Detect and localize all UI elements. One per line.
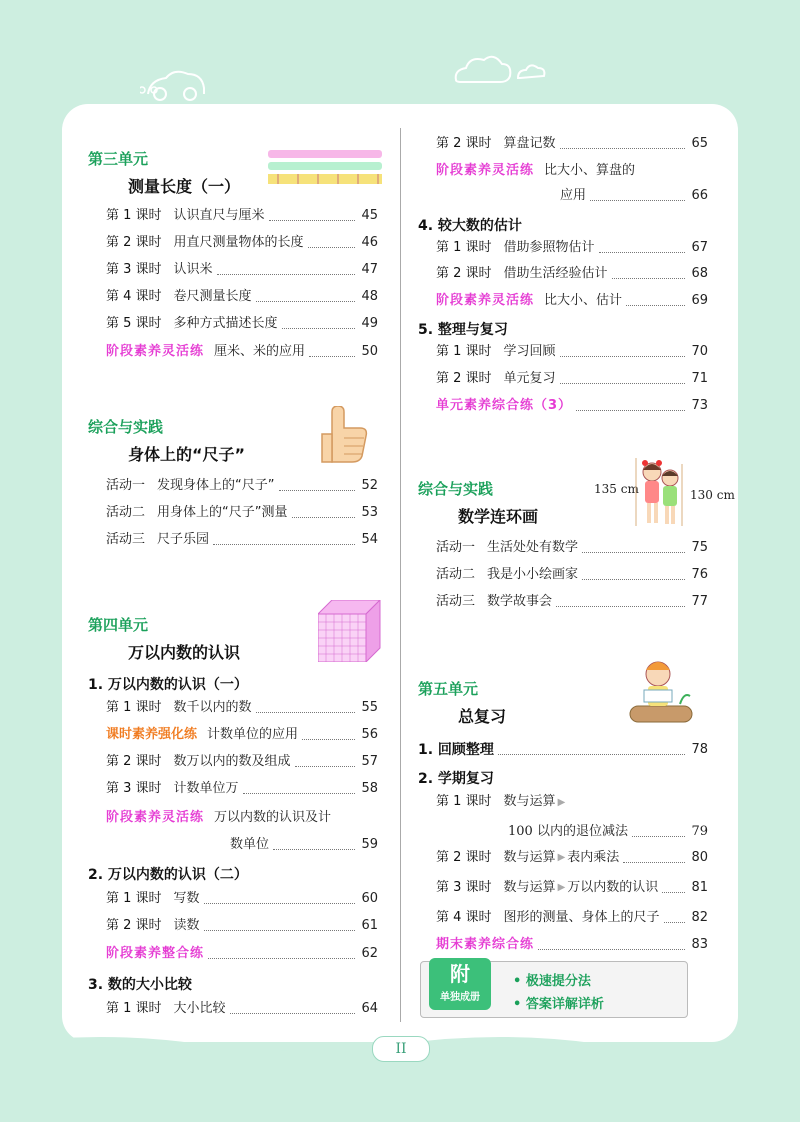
- page-ref: 81: [691, 880, 708, 895]
- appendix-badge-subtext: 单独成册: [440, 992, 480, 1003]
- toc-row-continued[interactable]: [560, 186, 708, 206]
- lesson-title: 数千以内的数: [173, 700, 252, 715]
- appendix-item[interactable]: • 极速提分法: [513, 974, 591, 989]
- leader-dots: [213, 544, 355, 545]
- toc-row[interactable]: [436, 538, 708, 558]
- page-ref: 65: [691, 136, 708, 151]
- leader-dots: [204, 903, 356, 904]
- page-ref: 48: [361, 289, 378, 304]
- lesson-label: 第 2 课时: [106, 754, 162, 769]
- page-ref: 69: [691, 293, 708, 308]
- toc-row[interactable]: [106, 503, 378, 523]
- thumbs-up-icon: [318, 406, 370, 464]
- appendix-item[interactable]: • 答案详解详析: [513, 997, 604, 1012]
- toc-row[interactable]: [436, 908, 708, 928]
- lesson-title: 大小比较: [173, 1001, 226, 1016]
- lesson-title: 数与运算: [503, 850, 556, 865]
- page-number: II: [372, 1036, 430, 1062]
- lesson-title: 认识米: [173, 262, 213, 277]
- activity-title: 尺子乐园: [157, 532, 210, 547]
- leader-dots: [308, 247, 356, 248]
- lesson-label: 第 1 课时: [106, 700, 162, 715]
- lesson-title: 数与运算: [503, 794, 556, 809]
- leader-dots: [256, 301, 356, 302]
- page-ref: 49: [361, 316, 378, 331]
- leader-dots: [632, 836, 686, 837]
- leader-dots: [204, 930, 356, 931]
- toc-row[interactable]: [436, 264, 708, 284]
- lesson-title: 比大小、算盘的: [544, 163, 636, 178]
- leader-dots: [623, 862, 685, 863]
- section-heading: 3. 数的大小比较: [88, 977, 192, 993]
- activity-label: 活动二: [106, 505, 146, 520]
- unit4-label: 第四单元: [88, 616, 149, 634]
- unit-comprehensive-label: 单元素养综合练（3）: [436, 398, 573, 413]
- lesson-title: 借助生活经验估计: [503, 266, 608, 281]
- lesson-label: 第 3 课时: [436, 880, 492, 895]
- lesson-label: 第 1 课时: [106, 208, 162, 223]
- practice1-title: 身体上的“尺子”: [128, 445, 246, 464]
- toc-row-continued[interactable]: [508, 822, 708, 842]
- section-heading: 2. 万以内数的认识（二）: [88, 867, 248, 883]
- lesson-sub-title: 100 以内的退位减法: [508, 824, 628, 839]
- toc-row-section[interactable]: [418, 740, 708, 760]
- leader-dots: [269, 220, 356, 221]
- section-heading: 5. 整理与复习: [418, 322, 508, 338]
- lesson-title: 厘米、米的应用: [214, 344, 306, 359]
- stage-integrate-label: 阶段素养整合练: [106, 946, 205, 961]
- lesson-title: 学习回顾: [503, 344, 556, 359]
- toc-row[interactable]: [106, 779, 378, 799]
- page-ref: 62: [361, 946, 378, 961]
- page-ref: 52: [361, 478, 378, 493]
- lesson-label: 第 2 课时: [436, 266, 492, 281]
- strengthen-label: 课时素养强化练: [106, 727, 198, 742]
- lesson-title: 用直尺测量物体的长度: [173, 235, 304, 250]
- arrow-right-icon: ▶: [557, 797, 566, 808]
- toc-row-stage-integrate[interactable]: [106, 944, 378, 964]
- unit3-title: 测量长度（一）: [128, 177, 241, 196]
- height-label-left: 135 cm: [594, 482, 639, 496]
- lesson-title: 图形的测量、身体上的尺子: [503, 910, 660, 925]
- page-ref: 61: [361, 918, 378, 933]
- lesson-label: 第 4 课时: [106, 289, 162, 304]
- section-heading: 1. 万以内数的认识（一）: [88, 677, 248, 693]
- lesson-label: 第 1 课时: [436, 344, 492, 359]
- toc-row[interactable]: [436, 369, 708, 389]
- lesson-label: 第 2 课时: [436, 371, 492, 386]
- activity-label: 活动二: [436, 567, 476, 582]
- page-ref: 71: [691, 371, 708, 386]
- lesson-sub-title: 万以内数的认识: [567, 880, 659, 895]
- lesson-label: 第 3 课时: [106, 781, 162, 796]
- unit3-label: 第三单元: [88, 150, 149, 168]
- cloud-car-icon: [140, 60, 250, 106]
- toc-row[interactable]: [436, 238, 708, 258]
- leader-dots: [626, 305, 685, 306]
- lesson-label: 第 1 课时: [436, 240, 492, 255]
- page-ref: 64: [361, 1001, 378, 1016]
- practice2-title: 数学连环画: [458, 507, 539, 526]
- lesson-label: 第 1 课时: [436, 794, 492, 809]
- practice2-label: 综合与实践: [418, 480, 494, 498]
- stage-practice-label: 阶段素养灵活练: [436, 163, 535, 178]
- column-divider: [400, 128, 401, 1022]
- leader-dots: [273, 849, 355, 850]
- leader-dots: [560, 148, 686, 149]
- leader-dots: [292, 517, 356, 518]
- stage-practice-line1[interactable]: [436, 161, 635, 181]
- toc-row[interactable]: [436, 592, 708, 612]
- toc-row[interactable]: [436, 342, 708, 362]
- lesson-title: 数与运算: [503, 880, 556, 895]
- page-ref: 78: [691, 742, 708, 757]
- unit5-title: 总复习: [458, 707, 507, 726]
- activity-title: 生活处处有数学: [487, 540, 579, 555]
- toc-row[interactable]: [106, 752, 378, 772]
- leader-dots: [612, 278, 686, 279]
- toc-row[interactable]: [106, 530, 378, 550]
- unit4-title: 万以内数的认识: [128, 643, 241, 662]
- leader-dots: [556, 606, 685, 607]
- toc-row[interactable]: [106, 206, 378, 226]
- page-ref: 58: [361, 781, 378, 796]
- leader-dots: [282, 328, 356, 329]
- toc-row-final-exam[interactable]: [436, 935, 708, 955]
- page-ref: 83: [691, 937, 708, 952]
- page-ref: 66: [691, 188, 708, 203]
- page-ref: 67: [691, 240, 708, 255]
- leader-dots: [538, 949, 685, 950]
- page-ref: 70: [691, 344, 708, 359]
- activity-title: 我是小小绘画家: [487, 567, 579, 582]
- arrow-right-icon: ▶: [557, 852, 566, 863]
- page-ref: 80: [691, 850, 708, 865]
- appendix-item-label: 答案详解详析: [525, 997, 604, 1012]
- top-background: [0, 0, 800, 120]
- activity-title: 发现身体上的“尺子”: [157, 478, 275, 493]
- page-ref: 73: [691, 398, 708, 413]
- page-ref: 77: [691, 594, 708, 609]
- leader-dots: [590, 200, 685, 201]
- lesson-title: 数万以内的数及组成: [173, 754, 291, 769]
- page-ref: 50: [361, 344, 378, 359]
- lesson-label: 第 5 课时: [106, 316, 162, 331]
- leader-dots: [230, 1013, 356, 1014]
- toc-row-unit-comprehensive[interactable]: [436, 396, 708, 416]
- page-ref: 46: [361, 235, 378, 250]
- lesson-title: 万以内数的认识及计: [214, 810, 332, 825]
- toc-row[interactable]: [106, 916, 378, 936]
- page-ref: 45: [361, 208, 378, 223]
- cloud-icon: [450, 50, 550, 90]
- page-ref: 55: [361, 700, 378, 715]
- leader-dots: [599, 252, 686, 253]
- toc-row[interactable]: [106, 233, 378, 253]
- toc-row[interactable]: [106, 698, 378, 718]
- page-ref: 56: [361, 727, 378, 742]
- page-ref: 59: [361, 837, 378, 852]
- toc-row[interactable]: [106, 476, 378, 496]
- lesson-label: 第 1 课时: [106, 891, 162, 906]
- ruler-icon: [268, 150, 384, 186]
- page-ref: 57: [361, 754, 378, 769]
- lesson-title: 计数单位的应用: [207, 727, 299, 742]
- page-ref: 47: [361, 262, 378, 277]
- practice1-label: 综合与实践: [88, 418, 164, 436]
- page-ref: 68: [691, 266, 708, 281]
- reading-child-illustration: [628, 656, 694, 726]
- activity-label: 活动三: [436, 594, 476, 609]
- page-ref: 82: [691, 910, 708, 925]
- toc-row[interactable]: [106, 260, 378, 280]
- leader-dots: [576, 410, 685, 411]
- stage-practice-label: 阶段素养灵活练: [106, 810, 205, 825]
- toc-row[interactable]: [436, 565, 708, 585]
- activity-label: 活动一: [106, 478, 146, 493]
- leader-dots: [302, 739, 355, 740]
- leader-dots: [560, 383, 686, 384]
- lesson-label: 第 2 课时: [436, 136, 492, 151]
- lesson-title: 借助参照物估计: [503, 240, 595, 255]
- toc-row[interactable]: [436, 848, 708, 868]
- leader-dots: [662, 892, 685, 893]
- leader-dots: [279, 490, 356, 491]
- toc-row[interactable]: [106, 287, 378, 307]
- toc-row-stage-practice[interactable]: [106, 342, 378, 362]
- activity-label: 活动三: [106, 532, 146, 547]
- cube-grid-icon: [318, 600, 382, 662]
- lesson-title: 比大小、估计: [544, 293, 623, 308]
- appendix-badge-text: 附: [450, 962, 470, 986]
- section-heading: 4. 较大数的估计: [418, 218, 522, 234]
- leader-dots: [560, 356, 686, 357]
- lesson-title: 计数单位万: [173, 781, 239, 796]
- lesson-title: 认识直尺与厘米: [173, 208, 265, 223]
- toc-row[interactable]: [106, 999, 378, 1019]
- toc-row-continued[interactable]: [230, 835, 378, 855]
- page-ref: 60: [361, 891, 378, 906]
- lesson-label: 第 4 课时: [436, 910, 492, 925]
- lesson-title-cont: 数单位: [230, 837, 270, 852]
- page-ref: 54: [361, 532, 378, 547]
- page-ref: 75: [691, 540, 708, 555]
- lesson-title: 单元复习: [503, 371, 556, 386]
- toc-row-strengthen[interactable]: [106, 725, 378, 745]
- leader-dots: [295, 766, 356, 767]
- activity-title: 用身体上的“尺子”测量: [157, 505, 288, 520]
- lesson-title: 算盘记数: [503, 136, 556, 151]
- lesson-title: 写数: [173, 891, 200, 906]
- leader-dots: [256, 712, 356, 713]
- lesson-sub-title: 表内乘法: [567, 850, 620, 865]
- final-practice-label: 期末素养综合练: [436, 937, 535, 952]
- toc-row[interactable]: [436, 134, 708, 154]
- leader-dots: [309, 356, 355, 357]
- page-ref: 79: [691, 824, 708, 839]
- stage-practice-line1[interactable]: [106, 808, 331, 828]
- lesson-label: 第 3 课时: [106, 262, 162, 277]
- toc-row[interactable]: [106, 314, 378, 334]
- lesson-title-cont: 应用: [560, 188, 587, 203]
- page-ref: 76: [691, 567, 708, 582]
- lesson-label: 第 2 课时: [436, 850, 492, 865]
- appendix-item-label: 极速提分法: [525, 974, 591, 989]
- section-heading: 2. 学期复习: [418, 771, 494, 787]
- lesson-label: 第 2 课时: [106, 918, 162, 933]
- lesson-label: 第 1 课时: [106, 1001, 162, 1016]
- toc-row-stage-practice[interactable]: [436, 291, 708, 311]
- stage-practice-label: 阶段素养灵活练: [106, 344, 205, 359]
- height-label-right: 130 cm: [690, 488, 735, 502]
- section-heading: 1. 回顾整理: [418, 742, 494, 758]
- lesson-label: 第 2 课时: [106, 235, 162, 250]
- leader-dots: [664, 922, 686, 923]
- arrow-right-icon: ▶: [557, 882, 566, 893]
- page-ref: 53: [361, 505, 378, 520]
- toc-row[interactable]: [436, 878, 708, 898]
- leader-dots: [243, 793, 356, 794]
- lesson-title: 卷尺测量长度: [173, 289, 252, 304]
- unit5-label: 第五单元: [418, 680, 479, 698]
- activity-title: 数学故事会: [487, 594, 553, 609]
- leader-dots: [498, 754, 686, 755]
- leader-dots: [582, 552, 685, 553]
- children-illustration: [632, 456, 688, 528]
- toc-row[interactable]: [106, 889, 378, 909]
- appendix-box: [420, 961, 688, 1018]
- leader-dots: [582, 579, 685, 580]
- lesson-title: 读数: [173, 918, 200, 933]
- appendix-badge: [429, 958, 491, 1010]
- lesson-line[interactable]: [436, 792, 567, 813]
- leader-dots: [217, 274, 356, 275]
- leader-dots: [208, 958, 355, 959]
- activity-label: 活动一: [436, 540, 476, 555]
- stage-practice-label: 阶段素养灵活练: [436, 293, 535, 308]
- lesson-title: 多种方式描述长度: [173, 316, 278, 331]
